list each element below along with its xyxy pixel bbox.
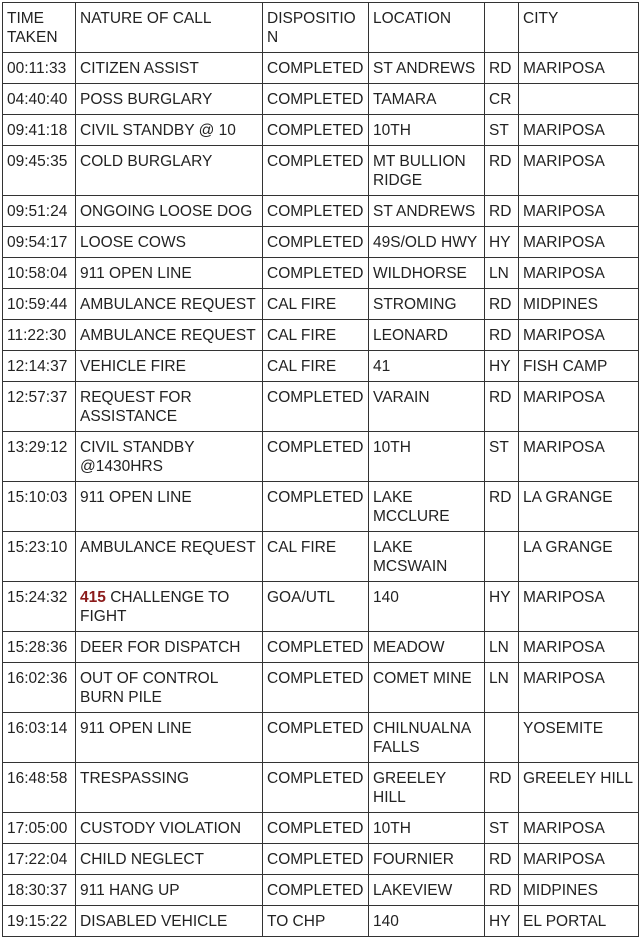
nature-text: CIVIL STANDBY @ 10	[80, 122, 236, 139]
nature-text: AMBULANCE REQUEST	[80, 539, 256, 556]
cell-time-taken: 00:11:33	[3, 53, 76, 84]
header-nature-of-call: NATURE OF CALL	[76, 3, 263, 53]
cell-city: MARIPOSA	[519, 632, 639, 663]
cell-disposition: CAL FIRE	[263, 289, 369, 320]
cell-location: 10TH	[369, 813, 485, 844]
nature-text: 911 OPEN LINE	[80, 265, 192, 282]
cell-location: 49S/OLD HWY	[369, 227, 485, 258]
table-row	[3, 813, 639, 844]
cell-street-type: RD	[485, 875, 519, 906]
cell-city: LA GRANGE	[519, 482, 639, 532]
cell-city: MARIPOSA	[519, 53, 639, 84]
cell-street-type: RD	[485, 763, 519, 813]
cell-disposition: COMPLETED	[263, 196, 369, 227]
cell-city: MARIPOSA	[519, 432, 639, 482]
cell-city: MARIPOSA	[519, 663, 639, 713]
cell-time-taken: 12:57:37	[3, 382, 76, 432]
cell-street-type: LN	[485, 663, 519, 713]
cell-location: ST ANDREWS	[369, 53, 485, 84]
nature-text: CHALLENGE TO FIGHT	[80, 589, 230, 625]
cell-location: LAKEVIEW	[369, 875, 485, 906]
cell-disposition: COMPLETED	[263, 53, 369, 84]
cell-nature-of-call	[76, 432, 263, 482]
cell-location: ST ANDREWS	[369, 196, 485, 227]
cell-location: 140	[369, 582, 485, 632]
table-row	[3, 196, 639, 227]
cell-street-type: CR	[485, 84, 519, 115]
cell-nature-of-call	[76, 53, 263, 84]
nature-text: VEHICLE FIRE	[80, 358, 186, 375]
cell-nature-of-call	[76, 663, 263, 713]
cell-time-taken: 17:22:04	[3, 844, 76, 875]
cell-time-taken: 09:41:18	[3, 115, 76, 146]
cell-nature-of-call	[76, 713, 263, 763]
cell-time-taken: 10:59:44	[3, 289, 76, 320]
cell-nature-of-call	[76, 227, 263, 258]
cell-street-type: RD	[485, 196, 519, 227]
cell-street-type: ST	[485, 115, 519, 146]
cell-location: GREELEY HILL	[369, 763, 485, 813]
cell-nature-of-call	[76, 258, 263, 289]
cell-time-taken: 13:29:12	[3, 432, 76, 482]
cell-location: VARAIN	[369, 382, 485, 432]
header-row	[3, 3, 639, 53]
call-log-table	[2, 2, 639, 937]
cell-street-type: RD	[485, 289, 519, 320]
cell-disposition: COMPLETED	[263, 763, 369, 813]
header-disposition: DISPOSITION	[263, 3, 369, 53]
nature-text: CHILD NEGLECT	[80, 851, 205, 868]
table-row	[3, 844, 639, 875]
cell-disposition: COMPLETED	[263, 713, 369, 763]
cell-time-taken: 12:14:37	[3, 351, 76, 382]
table-row	[3, 713, 639, 763]
table-row	[3, 382, 639, 432]
table-row	[3, 320, 639, 351]
cell-nature-of-call	[76, 382, 263, 432]
cell-nature-of-call	[76, 84, 263, 115]
cell-disposition: GOA/UTL	[263, 582, 369, 632]
cell-disposition: COMPLETED	[263, 432, 369, 482]
cell-disposition: COMPLETED	[263, 382, 369, 432]
table-row	[3, 663, 639, 713]
call-code-highlight: 415	[80, 589, 106, 606]
nature-text: CUSTODY VIOLATION	[80, 820, 242, 837]
cell-time-taken: 09:45:35	[3, 146, 76, 196]
cell-nature-of-call	[76, 289, 263, 320]
cell-location: 10TH	[369, 115, 485, 146]
nature-text: AMBULANCE REQUEST	[80, 296, 256, 313]
cell-city	[519, 84, 639, 115]
table-row	[3, 582, 639, 632]
cell-street-type: RD	[485, 482, 519, 532]
cell-nature-of-call	[76, 844, 263, 875]
cell-location: CHILNUALNA FALLS	[369, 713, 485, 763]
nature-text: LOOSE COWS	[80, 234, 186, 251]
table-row	[3, 146, 639, 196]
cell-street-type: RD	[485, 320, 519, 351]
header-location: LOCATION	[369, 3, 485, 53]
cell-nature-of-call	[76, 532, 263, 582]
cell-time-taken: 18:30:37	[3, 875, 76, 906]
cell-disposition: COMPLETED	[263, 258, 369, 289]
cell-time-taken: 16:48:58	[3, 763, 76, 813]
cell-location: LAKE MCCLURE	[369, 482, 485, 532]
cell-city: MARIPOSA	[519, 146, 639, 196]
cell-disposition: TO CHP	[263, 906, 369, 937]
nature-text: 911 HANG UP	[80, 882, 180, 899]
cell-time-taken: 17:05:00	[3, 813, 76, 844]
cell-disposition: COMPLETED	[263, 632, 369, 663]
cell-city: MARIPOSA	[519, 320, 639, 351]
table-row	[3, 632, 639, 663]
nature-text: ONGOING LOOSE DOG	[80, 203, 253, 220]
cell-nature-of-call	[76, 115, 263, 146]
cell-location: LEONARD	[369, 320, 485, 351]
table-row	[3, 258, 639, 289]
cell-disposition: COMPLETED	[263, 115, 369, 146]
cell-city: GREELEY HILL	[519, 763, 639, 813]
nature-text: DEER FOR DISPATCH	[80, 639, 241, 656]
cell-disposition: CAL FIRE	[263, 320, 369, 351]
table-row	[3, 875, 639, 906]
cell-nature-of-call	[76, 482, 263, 532]
cell-nature-of-call	[76, 875, 263, 906]
nature-text: DISABLED VEHICLE	[80, 913, 228, 930]
cell-nature-of-call	[76, 146, 263, 196]
header-time-taken: TIME TAKEN	[3, 3, 76, 53]
header-street-type	[485, 3, 519, 53]
cell-street-type	[485, 713, 519, 763]
cell-disposition: COMPLETED	[263, 844, 369, 875]
cell-location: WILDHORSE	[369, 258, 485, 289]
cell-time-taken: 15:24:32	[3, 582, 76, 632]
cell-street-type: ST	[485, 813, 519, 844]
cell-city: YOSEMITE	[519, 713, 639, 763]
cell-disposition: COMPLETED	[263, 146, 369, 196]
nature-text: CIVIL STANDBY @1430HRS	[80, 439, 195, 475]
nature-text: AMBULANCE REQUEST	[80, 327, 256, 344]
cell-street-type: RD	[485, 382, 519, 432]
cell-street-type	[485, 532, 519, 582]
cell-time-taken: 09:51:24	[3, 196, 76, 227]
cell-street-type: HY	[485, 351, 519, 382]
nature-text: POSS BURGLARY	[80, 91, 213, 108]
table-row	[3, 763, 639, 813]
cell-street-type: HY	[485, 227, 519, 258]
nature-text: 911 OPEN LINE	[80, 489, 192, 506]
cell-location: TAMARA	[369, 84, 485, 115]
nature-text: OUT OF CONTROL BURN PILE	[80, 670, 218, 706]
cell-location: FOURNIER	[369, 844, 485, 875]
cell-city: EL PORTAL	[519, 906, 639, 937]
cell-disposition: CAL FIRE	[263, 351, 369, 382]
cell-nature-of-call	[76, 582, 263, 632]
table-row	[3, 482, 639, 532]
cell-nature-of-call	[76, 813, 263, 844]
cell-city: MARIPOSA	[519, 115, 639, 146]
nature-text: COLD BURGLARY	[80, 153, 213, 170]
cell-location: MT BULLION RIDGE	[369, 146, 485, 196]
table-row	[3, 532, 639, 582]
cell-time-taken: 15:23:10	[3, 532, 76, 582]
cell-city: MARIPOSA	[519, 227, 639, 258]
cell-time-taken: 09:54:17	[3, 227, 76, 258]
nature-text: CITIZEN ASSIST	[80, 60, 199, 77]
cell-location: LAKE MCSWAIN	[369, 532, 485, 582]
cell-nature-of-call	[76, 196, 263, 227]
table-header	[3, 3, 639, 53]
cell-street-type: HY	[485, 906, 519, 937]
cell-nature-of-call	[76, 632, 263, 663]
cell-street-type: ST	[485, 432, 519, 482]
cell-nature-of-call	[76, 763, 263, 813]
table-row	[3, 351, 639, 382]
cell-city: MARIPOSA	[519, 844, 639, 875]
cell-nature-of-call	[76, 351, 263, 382]
nature-text: REQUEST FOR ASSISTANCE	[80, 389, 192, 425]
cell-time-taken: 16:03:14	[3, 713, 76, 763]
table-body	[3, 53, 639, 937]
table-row	[3, 227, 639, 258]
cell-location: 140	[369, 906, 485, 937]
table-row	[3, 115, 639, 146]
cell-time-taken: 19:15:22	[3, 906, 76, 937]
table-row	[3, 432, 639, 482]
cell-location: STROMING	[369, 289, 485, 320]
cell-city: MIDPINES	[519, 289, 639, 320]
cell-nature-of-call	[76, 320, 263, 351]
cell-city: MARIPOSA	[519, 196, 639, 227]
cell-nature-of-call	[76, 906, 263, 937]
table-row	[3, 53, 639, 84]
cell-time-taken: 16:02:36	[3, 663, 76, 713]
cell-disposition: COMPLETED	[263, 813, 369, 844]
cell-time-taken: 04:40:40	[3, 84, 76, 115]
cell-street-type: HY	[485, 582, 519, 632]
header-city: CITY	[519, 3, 639, 53]
cell-city: MARIPOSA	[519, 813, 639, 844]
cell-location: MEADOW	[369, 632, 485, 663]
cell-street-type: LN	[485, 258, 519, 289]
cell-disposition: COMPLETED	[263, 875, 369, 906]
cell-location: 10TH	[369, 432, 485, 482]
cell-location: 41	[369, 351, 485, 382]
cell-city: MARIPOSA	[519, 382, 639, 432]
cell-time-taken: 15:28:36	[3, 632, 76, 663]
cell-city: MARIPOSA	[519, 582, 639, 632]
cell-street-type: LN	[485, 632, 519, 663]
cell-street-type: RD	[485, 53, 519, 84]
cell-disposition: COMPLETED	[263, 84, 369, 115]
cell-street-type: RD	[485, 844, 519, 875]
cell-city: LA GRANGE	[519, 532, 639, 582]
cell-city: MIDPINES	[519, 875, 639, 906]
cell-street-type: RD	[485, 146, 519, 196]
table-row	[3, 84, 639, 115]
cell-location: COMET MINE	[369, 663, 485, 713]
cell-disposition: COMPLETED	[263, 482, 369, 532]
cell-time-taken: 15:10:03	[3, 482, 76, 532]
nature-text: TRESPASSING	[80, 770, 190, 787]
nature-text: 911 OPEN LINE	[80, 720, 192, 737]
cell-city: MARIPOSA	[519, 258, 639, 289]
table-row	[3, 906, 639, 937]
table-row	[3, 289, 639, 320]
cell-disposition: COMPLETED	[263, 663, 369, 713]
cell-disposition: CAL FIRE	[263, 532, 369, 582]
cell-disposition: COMPLETED	[263, 227, 369, 258]
cell-city: FISH CAMP	[519, 351, 639, 382]
cell-time-taken: 10:58:04	[3, 258, 76, 289]
cell-time-taken: 11:22:30	[3, 320, 76, 351]
